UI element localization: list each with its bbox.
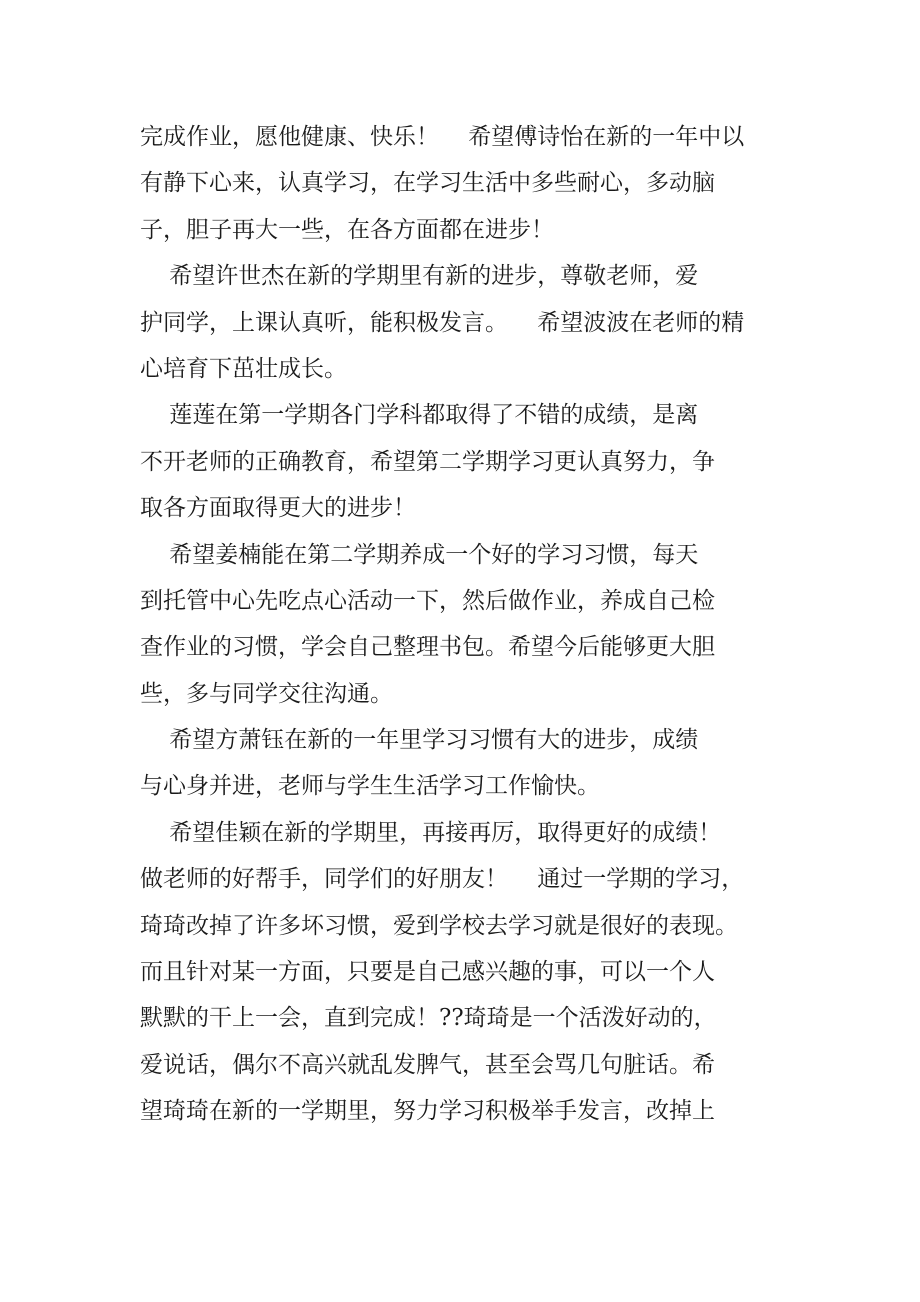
text-line: 希望方萧钰在新的一年里学习习惯有大的进步，成绩 xyxy=(140,727,699,754)
text-line: 做老师的好帮手，同学们的好朋友！ 通过一学期的学习， xyxy=(140,866,745,893)
text-line: 护同学，上课认真听，能积极发言。 希望波波在老师的精 xyxy=(140,309,745,336)
text-line: 取各方面取得更大的进步！ xyxy=(140,495,416,522)
text-line: 有静下心来，认真学习，在学习生活中多些耐心，多动脑 xyxy=(140,170,715,197)
text-line: 子，胆子再大一些，在各方面都在进步！ xyxy=(140,216,554,243)
text-line: 与心身并进，老师与学生生活学习工作愉快。 xyxy=(140,773,600,800)
text-line: 心培育下茁壮成长。 xyxy=(140,355,347,382)
text-line: 到托管中心先吃点心活动一下，然后做作业，养成自己检 xyxy=(140,587,715,614)
text-line: 不开老师的正确教育，希望第二学期学习更认真努力，争 xyxy=(140,448,715,475)
text-line: 些，多与同学交往沟通。 xyxy=(140,680,393,707)
text-line: 爱说话，偶尔不高兴就乱发脾气，甚至会骂几句脏话。希 xyxy=(140,1051,715,1078)
body-text xyxy=(140,114,790,1135)
text-line: 希望姜楠能在第二学期养成一个好的学习习惯，每天 xyxy=(140,541,699,568)
text-line: 希望佳颖在新的学期里，再接再厉，取得更好的成绩！ xyxy=(140,819,722,846)
text-line: 查作业的习惯，学会自己整理书包。希望今后能够更大胆 xyxy=(140,634,715,661)
text-line: 希望许世杰在新的学期里有新的进步，尊敬老师，爱 xyxy=(140,263,699,290)
text-line: 莲莲在第一学期各门学科都取得了不错的成绩，是离 xyxy=(140,402,699,429)
text-line: 完成作业，愿他健康、快乐！ 希望傅诗怡在新的一年中以 xyxy=(140,124,745,150)
text-line: 而且针对某一方面，只要是自己感兴趣的事，可以一个人 xyxy=(140,959,715,986)
text-line: 默默的干上一会，直到完成！??琦琦是一个活泼好动的， xyxy=(140,1005,717,1032)
text-line: 琦琦改掉了许多坏习惯，爱到学校去学习就是很好的表现。 xyxy=(140,912,738,939)
text-line: 望琦琦在新的一学期里，努力学习积极举手发言，改掉上 xyxy=(140,1098,715,1125)
